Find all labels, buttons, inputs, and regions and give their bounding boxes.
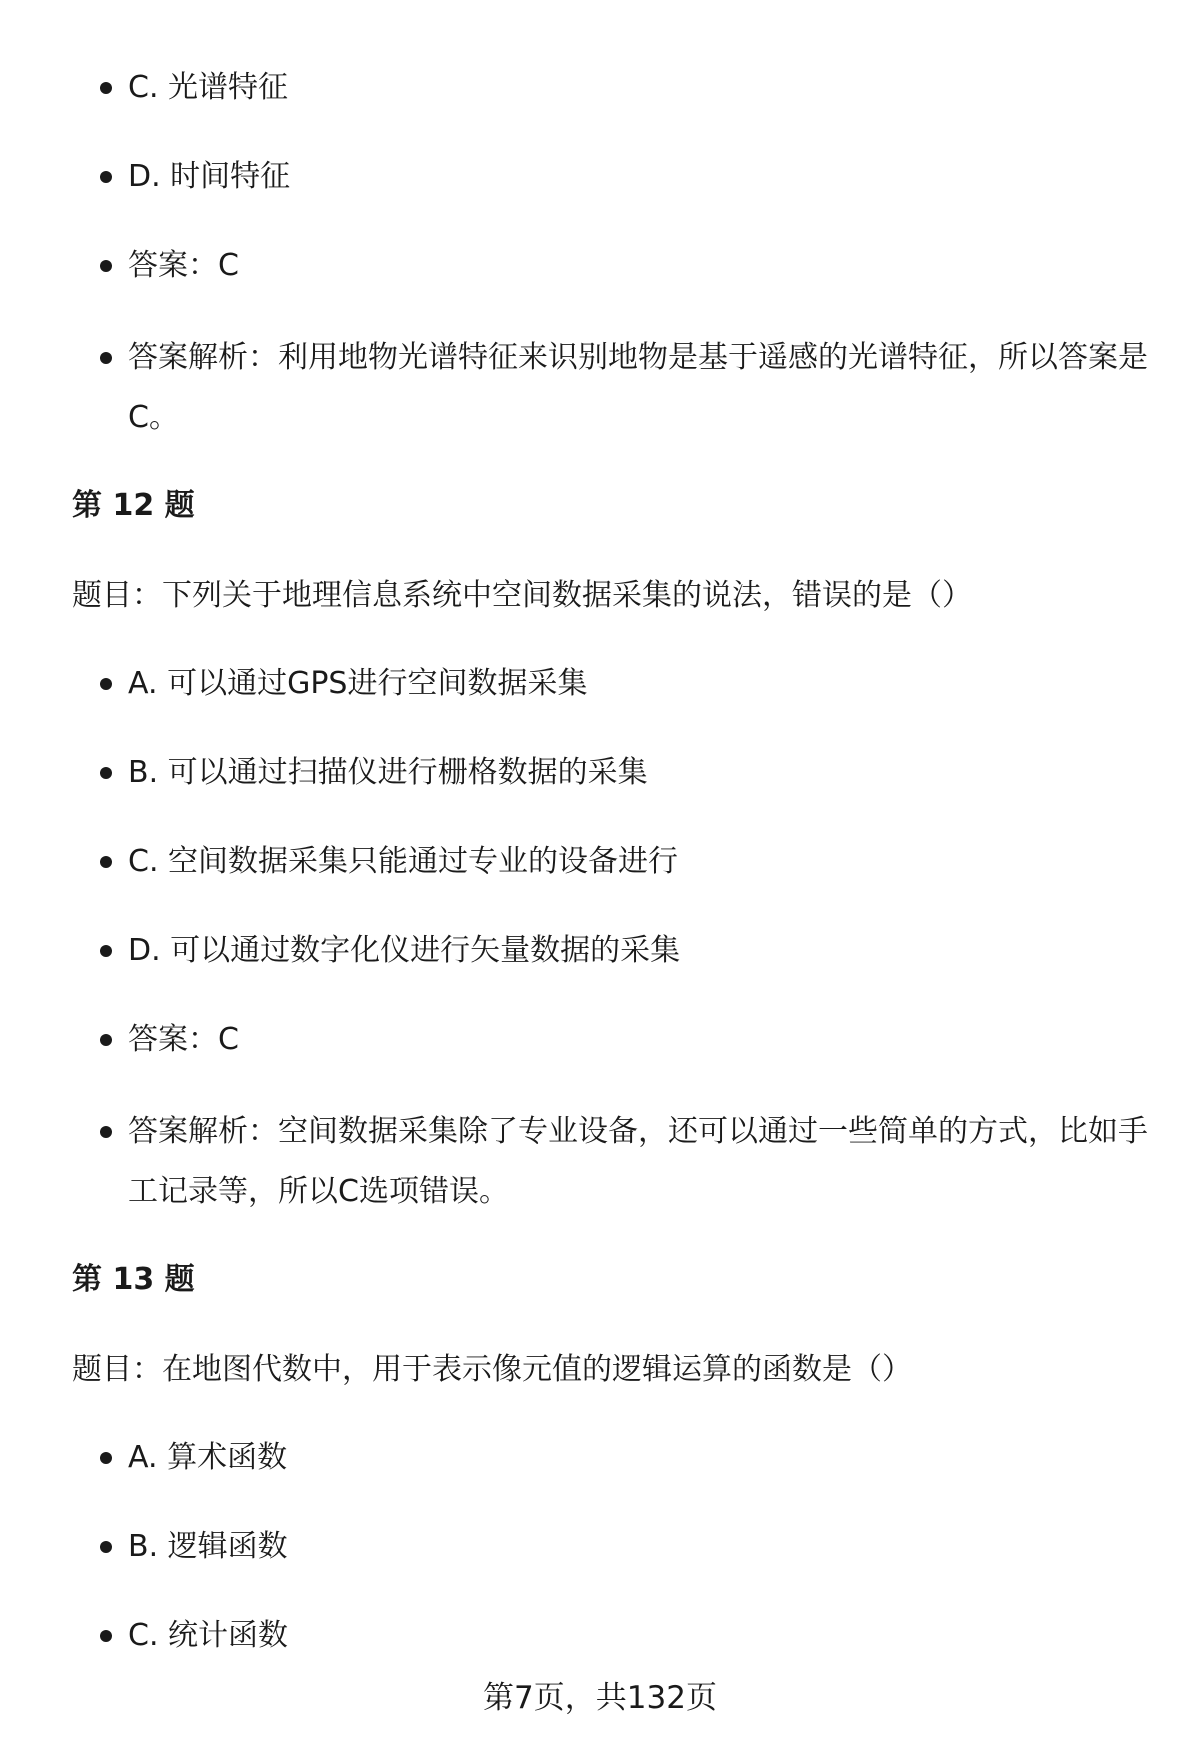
question-heading: 第 13 题 <box>72 1262 195 1297</box>
bullet-icon <box>100 1630 112 1642</box>
bullet-icon <box>100 767 112 779</box>
bullet-icon <box>100 1541 112 1553</box>
option-a: A. 可以通过GPS进行空间数据采集 <box>128 666 588 701</box>
list-item <box>72 743 1152 803</box>
list-item <box>72 1428 1152 1488</box>
question-heading: 第 12 题 <box>72 488 195 523</box>
option-d: D. 可以通过数字化仪进行矢量数据的采集 <box>128 933 681 968</box>
bullet-icon <box>100 1452 112 1464</box>
option-c: C. 统计函数 <box>128 1618 289 1653</box>
list-item <box>72 147 1152 207</box>
bullet-icon <box>100 82 112 94</box>
list-item <box>72 832 1152 892</box>
answer: 答案：C <box>128 248 239 283</box>
option-d: D. 时间特征 <box>128 159 291 194</box>
bullet-icon <box>100 945 112 957</box>
option-a: A. 算术函数 <box>128 1440 288 1475</box>
list-item <box>72 1517 1152 1577</box>
list-item <box>72 236 1152 296</box>
bullet-icon <box>100 678 112 690</box>
list-item <box>72 328 1152 448</box>
bullet-icon <box>100 171 112 183</box>
list-item <box>72 921 1152 981</box>
answer-explanation: 答案解析：利用地物光谱特征来识别地物是基于遥感的光谱特征，所以答案是C。 <box>128 340 1148 435</box>
option-b: B. 可以通过扫描仪进行栅格数据的采集 <box>128 755 648 790</box>
list-item <box>72 58 1152 118</box>
bullet-icon <box>100 260 112 272</box>
answer-explanation: 答案解析：空间数据采集除了专业设备，还可以通过一些简单的方式，比如手工记录等，所以C选项错误。 <box>128 1114 1148 1209</box>
question-stem: 题目：下列关于地理信息系统中空间数据采集的说法，错误的是（） <box>72 578 972 613</box>
bullet-icon <box>100 1126 112 1138</box>
bullet-icon <box>100 352 112 364</box>
page-number: 第7页，共132页 <box>483 1680 717 1716</box>
list-item <box>72 1606 1152 1666</box>
option-b: B. 逻辑函数 <box>128 1529 288 1564</box>
bullet-icon <box>100 1034 112 1046</box>
question-stem: 题目：在地图代数中，用于表示像元值的逻辑运算的函数是（） <box>72 1352 912 1387</box>
answer: 答案：C <box>128 1022 239 1057</box>
option-c: C. 光谱特征 <box>128 70 289 105</box>
list-item <box>72 1102 1152 1222</box>
list-item <box>72 1010 1152 1070</box>
list-item <box>72 654 1152 714</box>
option-c: C. 空间数据采集只能通过专业的设备进行 <box>128 844 679 879</box>
bullet-icon <box>100 856 112 868</box>
